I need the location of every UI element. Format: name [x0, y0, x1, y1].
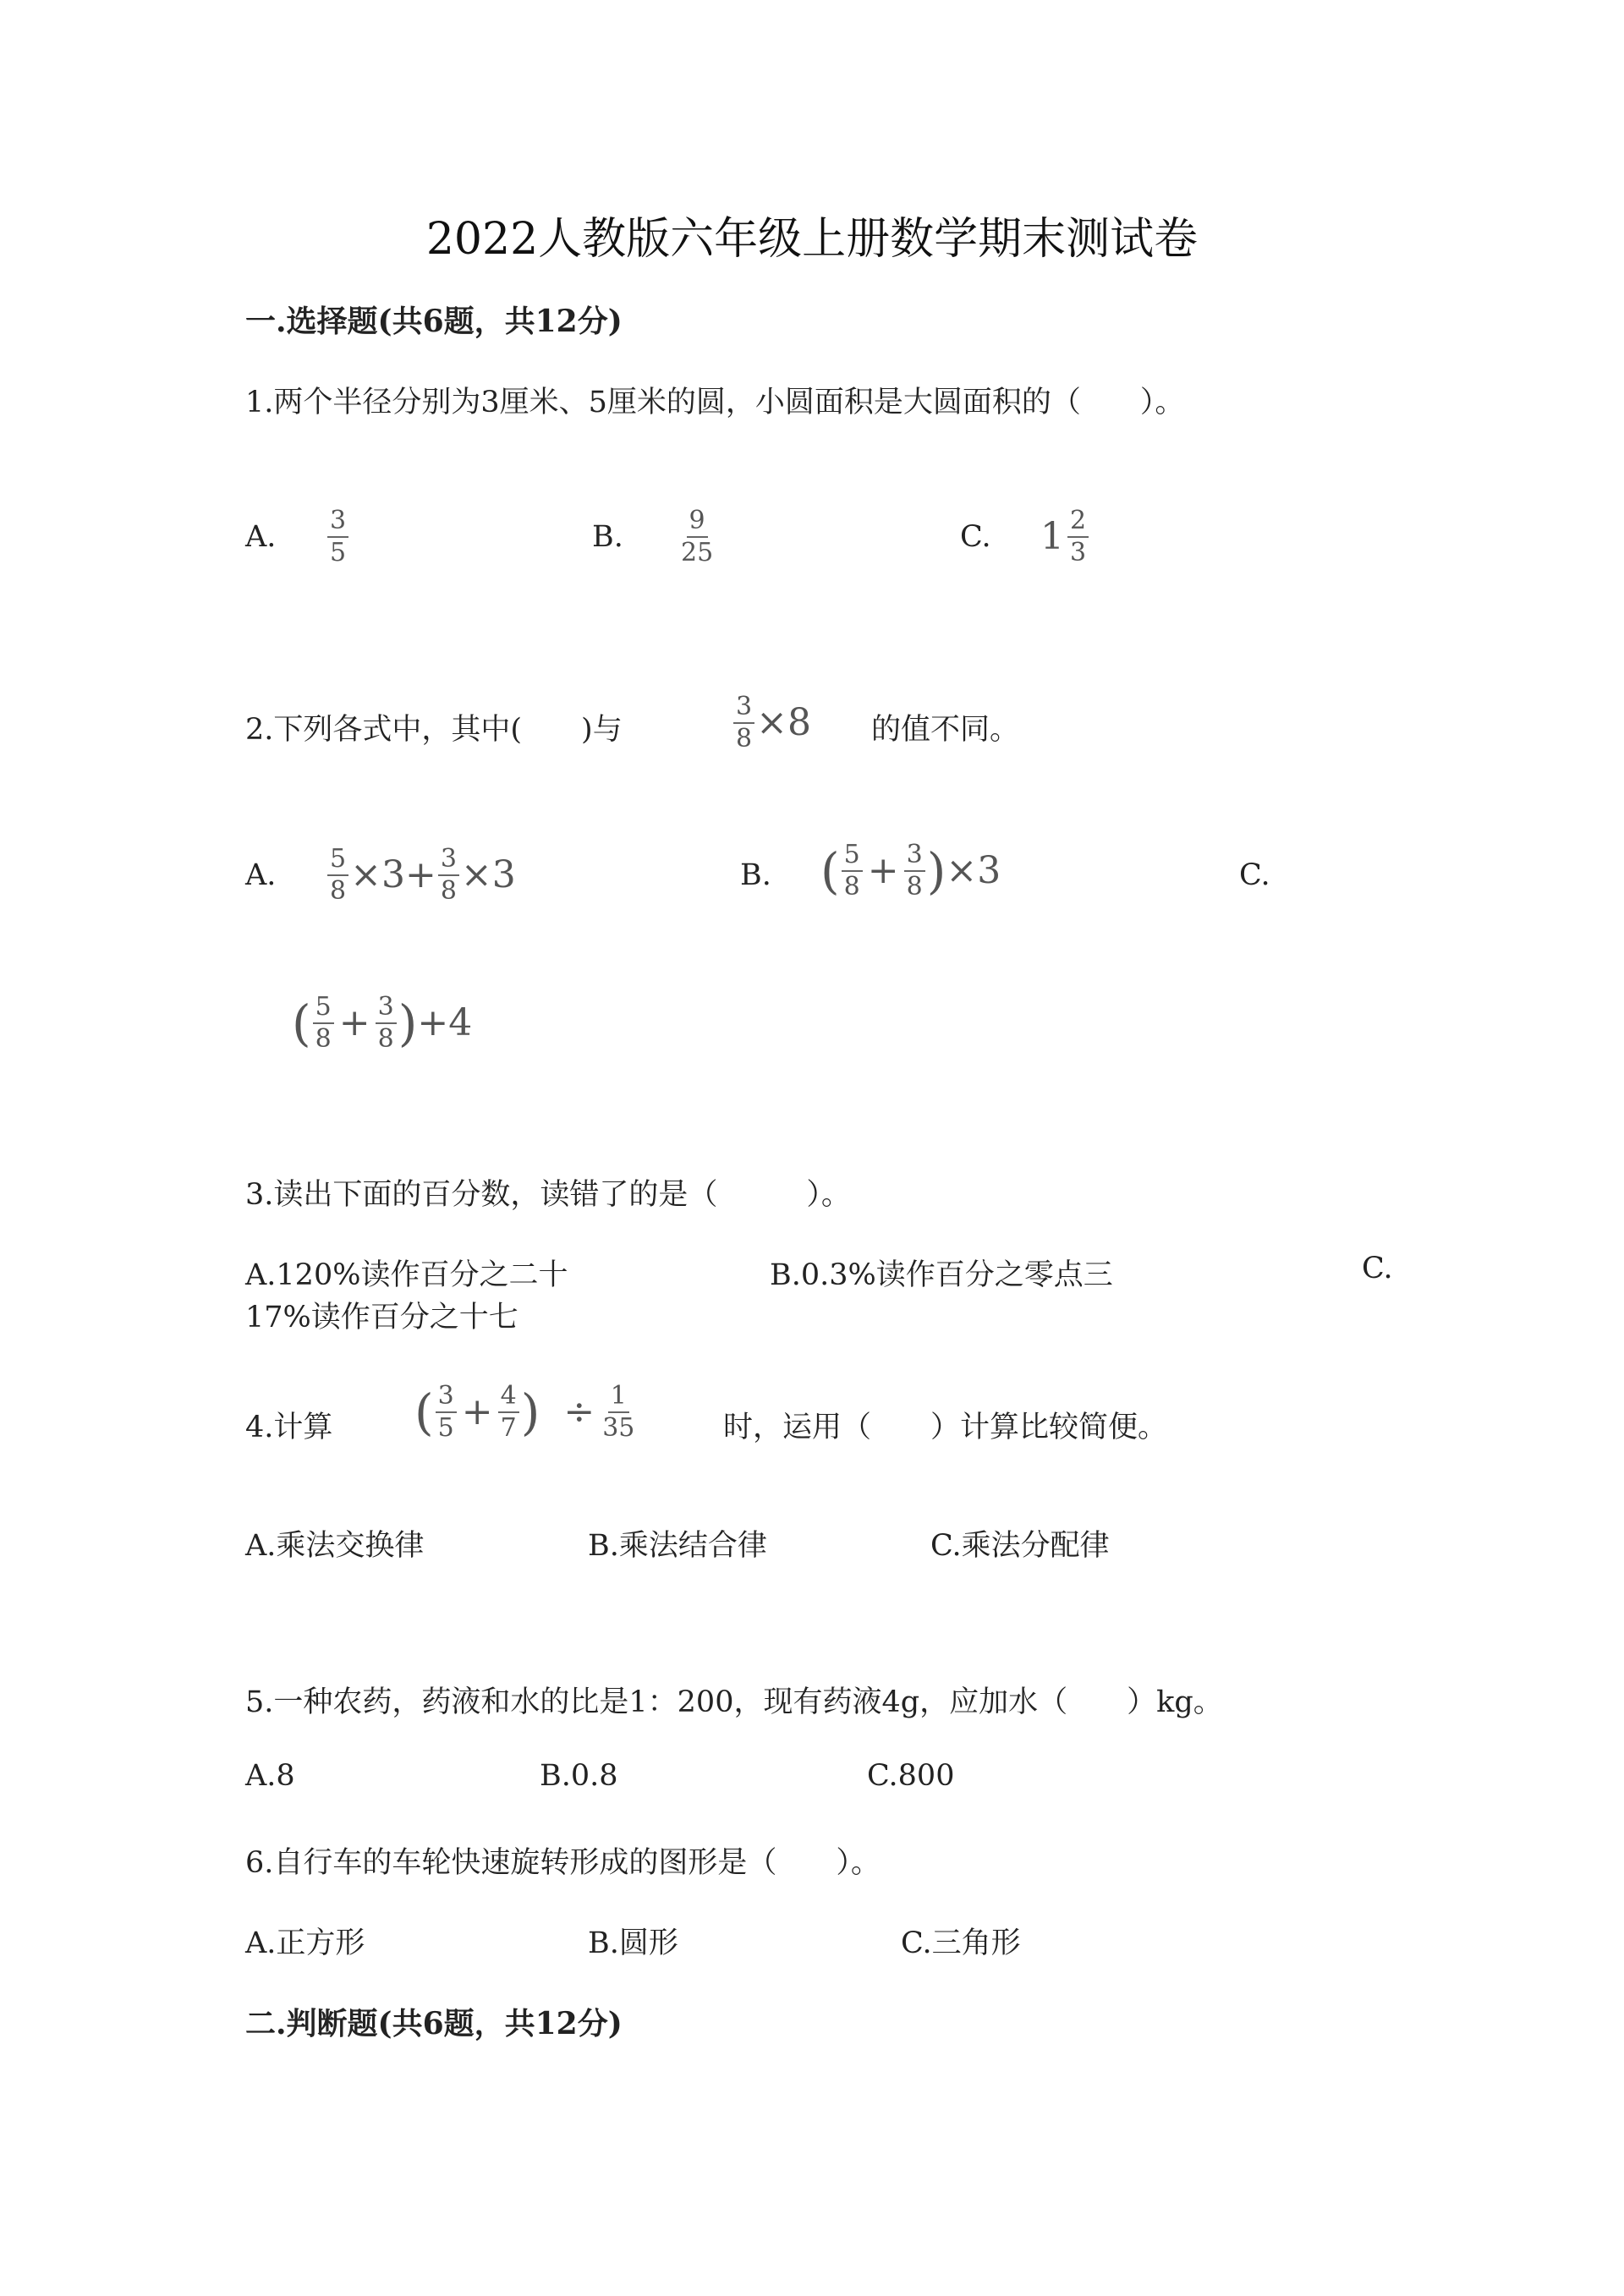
denominator: 8 [377, 1023, 394, 1054]
denominator: 8 [843, 871, 860, 901]
q3-option-a: A.120%读作百分之二十 [245, 1258, 568, 1292]
close-paren: ) [520, 1383, 540, 1441]
q5-option-a: A.8 [245, 1759, 295, 1793]
numerator: 3 [436, 1383, 457, 1413]
q1-option-c-mixed-number [1040, 507, 1090, 566]
q2-option-b-expression [820, 841, 1001, 900]
numerator: 9 [687, 507, 708, 538]
q4-option-c: C.乘法分配律 [930, 1529, 1110, 1563]
plus-sign: + [338, 1001, 370, 1044]
divide-sign: ÷ [563, 1390, 595, 1433]
q3-option-c-text: 17%读作百分之十七 [245, 1301, 518, 1334]
question-4-suffix: 时，运用（ ）计算比较简便。 [723, 1411, 1168, 1444]
denominator: 8 [315, 1023, 332, 1054]
q3-option-b: B.0.3%读作百分之零点三 [770, 1258, 1113, 1292]
open-paren: ( [820, 841, 840, 900]
section-heading-choice: 一.选择题(共6题，共12分) [245, 304, 623, 339]
q6-option-c: C.三角形 [901, 1926, 1021, 1960]
denominator: 8 [440, 875, 457, 906]
q1-option-a-label: A. [245, 520, 277, 554]
close-paren: ) [398, 994, 418, 1052]
numerator: 3 [438, 846, 459, 876]
numerator: 1 [608, 1383, 629, 1413]
numerator: 5 [313, 994, 334, 1024]
q3-option-c-label: C. [1362, 1252, 1393, 1285]
question-2-expression [732, 693, 811, 752]
question-2-suffix: 的值不同。 [871, 713, 1020, 747]
numerator: 3 [376, 994, 397, 1024]
plus-sign: + [461, 1390, 493, 1433]
denominator: 5 [437, 1412, 454, 1443]
numerator: 2 [1067, 507, 1089, 538]
denominator: 8 [330, 875, 347, 906]
denominator: 35 [602, 1412, 635, 1443]
q1-option-b-label: B. [592, 520, 623, 554]
denominator: 7 [500, 1412, 517, 1443]
question-1-text: 1.两个半径分别为3厘米、5厘米的圆，小圆面积是大圆面积的（ ）。 [245, 386, 1185, 419]
expression-tail: +4 [417, 1001, 473, 1044]
q2-option-a-expression [326, 846, 516, 904]
denominator: 5 [330, 537, 347, 567]
q2-option-c-label: C. [1239, 858, 1270, 892]
q5-option-b: B.0.8 [540, 1759, 618, 1793]
numerator: 3 [733, 693, 754, 724]
numerator: 3 [327, 507, 348, 538]
q2-option-b-label: B. [740, 858, 771, 892]
q1-option-c-label: C. [960, 520, 991, 554]
question-2-prefix: 2.下列各式中，其中( )与 [245, 713, 623, 747]
expression-part: ×3 [460, 853, 516, 896]
q4-option-b: B.乘法结合律 [588, 1529, 767, 1563]
q2-option-c-expression [292, 994, 472, 1052]
denominator: 8 [906, 871, 923, 901]
numerator: 5 [842, 841, 863, 872]
q6-option-b: B.圆形 [588, 1926, 678, 1960]
q2-option-a-label: A. [245, 858, 277, 892]
q1-option-b-fraction [677, 507, 717, 566]
q6-option-a: A.正方形 [245, 1926, 365, 1960]
question-3-text: 3.读出下面的百分数，读错了的是（ ）。 [245, 1178, 851, 1212]
denominator: 8 [736, 723, 753, 753]
expression-tail: ×8 [756, 701, 811, 744]
question-4-expression [414, 1383, 639, 1441]
question-6-text: 6.自行车的车轮快速旋转形成的图形是（ ）。 [245, 1846, 881, 1880]
question-5-text: 5.一种农药，药液和水的比是1：200，现有药液4g，应加水（ ）kg。 [245, 1685, 1223, 1719]
numerator: 4 [498, 1383, 519, 1413]
question-4-prefix: 4.计算 [245, 1411, 333, 1444]
q4-option-a: A.乘法交换律 [245, 1529, 425, 1563]
whole-part: 1 [1040, 515, 1064, 558]
open-paren: ( [292, 994, 311, 1052]
denominator: 3 [1070, 537, 1087, 567]
denominator: 25 [681, 537, 714, 567]
plus-sign: + [867, 849, 899, 892]
q1-option-a-fraction [326, 507, 350, 566]
q5-option-c: C.800 [867, 1759, 955, 1793]
section-heading-judgment: 二.判断题(共6题，共12分) [245, 2006, 623, 2041]
numerator: 5 [327, 846, 348, 876]
open-paren: ( [414, 1383, 434, 1441]
close-paren: ) [926, 841, 946, 900]
numerator: 3 [904, 841, 925, 872]
expression-part: ×3+ [350, 853, 436, 896]
expression-tail: ×3 [946, 849, 1001, 892]
page-title: 2022人教版六年级上册数学期末测试卷 [425, 214, 1199, 265]
